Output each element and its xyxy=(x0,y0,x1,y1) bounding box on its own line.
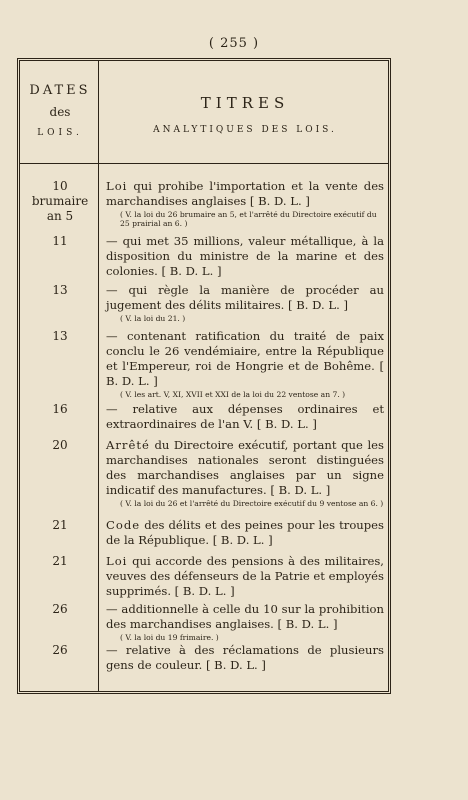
header-des: des xyxy=(49,105,71,119)
table-row xyxy=(106,602,384,642)
row-date: 21 xyxy=(52,554,68,568)
row-date: 21 xyxy=(52,518,68,532)
entry-text: des délits et des peines pour les troupes de la République. [ B. D. L. ] xyxy=(106,518,384,547)
table-row xyxy=(106,283,384,323)
header-analytiques: ANALYTIQUES DES LOIS. xyxy=(153,125,337,135)
entry-lead: Loi xyxy=(106,179,128,193)
table-row xyxy=(106,518,384,548)
page-number: ( 255 ) xyxy=(208,36,260,51)
row-date: 26 xyxy=(52,643,68,657)
entry-text: du Directoire exécutif, portant que les marchandises nationales seront distinguées des marchandises anglaises par un signe indicatif des manufactures. [ B. D. L. ] xyxy=(106,438,384,497)
entry-lead: Code xyxy=(106,518,141,532)
entry-text: — contenant ratification du traité de paix conclu le 26 vendémiaire, entre la République et l'Empereur, roi de Hongrie et de Bohême. [ B. D. L. ] xyxy=(106,329,384,388)
entry-text: — relative à des réclamations de plusieurs gens de couleur. [ B. D. L. ] xyxy=(106,643,384,672)
table-row xyxy=(106,329,384,399)
header-lois: LOIS. xyxy=(37,128,83,138)
entry-note: ( V. les art. V, XI, XVII et XXI de la loi du 22 ventose an 7. ) xyxy=(120,390,346,399)
entry-text: qui accorde des pensions à des militaires, veuves des défenseurs de la Patrie et employés supprimés. [ B. D. L. ] xyxy=(106,554,384,598)
row-date: 26 xyxy=(52,602,68,616)
table-row xyxy=(106,643,384,673)
table-row xyxy=(106,402,384,432)
entry-text: — qui règle la manière de procéder au jugement des délits militaires. [ B. D. L. ] xyxy=(106,283,384,312)
header-titres: TITRES xyxy=(200,94,290,112)
row-date: 13 xyxy=(52,329,68,343)
entry-note: ( V. la loi du 21. ) xyxy=(120,314,186,323)
entry-text: — qui met 35 millions, valeur métallique, à la disposition du ministre de la marine et des colonies. [ B. D. L. ] xyxy=(106,234,384,278)
entry-text: qui prohibe l'importation et la vente des marchandises anglaises [ B. D. L. ] xyxy=(106,179,385,208)
table-row xyxy=(106,554,384,599)
entry-note: ( V. la loi du 26 et l'arrêté du Directoire exécutif du 9 ventose an 6. ) xyxy=(120,499,384,508)
row-date: 10 brumaire an 5 xyxy=(31,179,89,223)
table-row xyxy=(106,234,384,279)
header-divider xyxy=(20,163,388,164)
law-table xyxy=(17,58,391,694)
entry-lead: Arrêté xyxy=(106,438,150,452)
row-date: 20 xyxy=(52,438,68,452)
entry-text: — additionnelle à celle du 10 sur la prohibition des marchandises anglaises. [ B. D. L. ] xyxy=(106,602,384,631)
row-date: 16 xyxy=(52,402,68,416)
column-divider xyxy=(98,61,99,691)
entry-note: ( V. la loi du 26 brumaire an 5, et l'arrêté du Directoire exécutif du 25 prairial an 6. ) xyxy=(120,210,377,228)
row-date: 11 xyxy=(52,234,68,248)
header-dates: DATES xyxy=(29,83,91,98)
row-date: 13 xyxy=(52,283,68,297)
table-row xyxy=(106,179,384,228)
entry-note: ( V. la loi du 19 frimaire. ) xyxy=(120,633,219,642)
entry-text: — relative aux dépenses ordinaires et extraordinaires de l'an V. [ B. D. L. ] xyxy=(106,402,384,431)
table-row xyxy=(106,438,384,508)
entry-lead: Loi xyxy=(106,554,128,568)
